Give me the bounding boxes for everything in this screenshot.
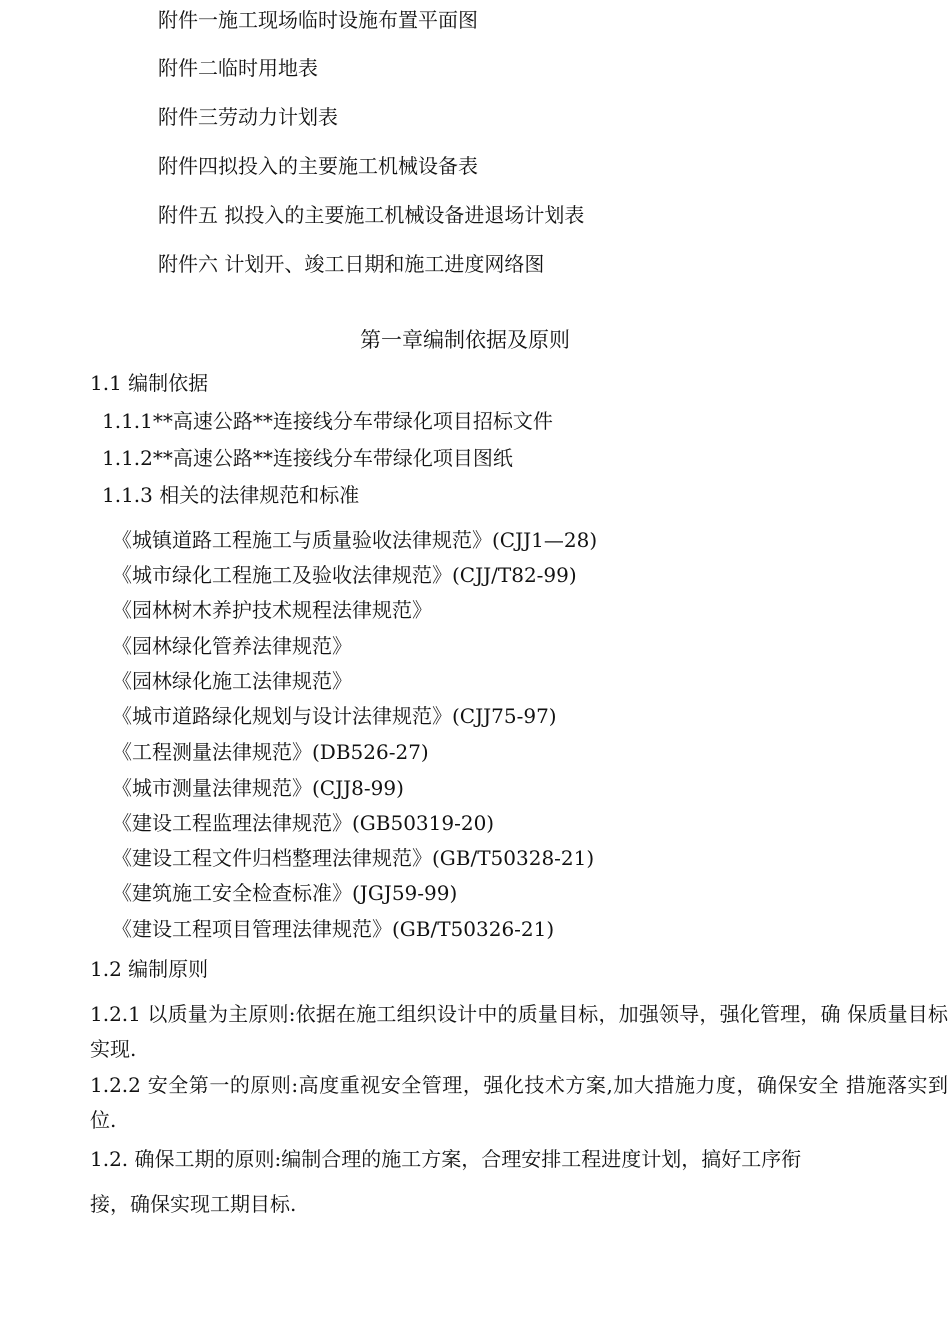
standard-item: 《建设工程项目管理法律规范》(GB/T50326-21): [112, 917, 555, 941]
annex-4: 附件四拟投入的主要施工机械设备表: [158, 154, 478, 178]
principle-paragraph-quality: 1.2.1 以质量为主原则:依据在施工组织设计中的质量目标，加强领导，强化管理，确 保质量目标实现.: [90, 1002, 948, 1061]
annex-6: 附件六 计划开、竣工日期和施工进度网络图: [158, 252, 545, 276]
principle-paragraph-safety: 1.2.2 安全第一的原则:高度重视安全管理，强化技术方案,加大措施力度，确保安全 措施落实到位.: [90, 1073, 948, 1132]
section-heading-1-2: 1.2 编制原则: [90, 957, 209, 981]
section-heading-1-1: 1.1 编制依据: [90, 371, 209, 395]
standard-item: 《城市测量法律规范》(CJJ8-99): [112, 776, 404, 800]
standard-item: 《建设工程文件归档整理法律规范》(GB/T50328-21): [112, 846, 595, 870]
annex-2: 附件二临时用地表: [158, 56, 318, 80]
chapter-title: 第一章编制依据及原则: [360, 328, 570, 352]
basis-item-1-1-2: 1.1.2**高速公路**连接线分车带绿化项目图纸: [102, 446, 513, 470]
standard-item: 《建筑施工安全检查标准》(JGJ59-99): [112, 881, 458, 905]
annex-5: 附件五 拟投入的主要施工机械设备进退场计划表: [158, 203, 585, 227]
standard-item: 《城市道路绿化规划与设计法律规范》(CJJ75-97): [112, 704, 557, 728]
basis-item-1-1-1: 1.1.1**高速公路**连接线分车带绿化项目招标文件: [102, 409, 553, 433]
standard-item: 《工程测量法律规范》(DB526-27): [112, 740, 429, 764]
standard-item: 《园林绿化管养法律规范》: [112, 634, 352, 658]
annex-1: 附件一施工现场临时设施布置平面图: [158, 8, 478, 32]
standard-item: 《建设工程监理法律规范》(GB50319-20): [112, 811, 495, 835]
standard-item: 《城市绿化工程施工及验收法律规范》(CJJ/T82-99): [112, 563, 577, 587]
standard-item: 《园林树木养护技术规程法律规范》: [112, 598, 432, 622]
annex-3: 附件三劳动力计划表: [158, 105, 338, 129]
principle-paragraph-schedule-continued: 接，确保实现工期目标.: [90, 1192, 297, 1216]
standard-item: 《园林绿化施工法律规范》: [112, 669, 352, 693]
standard-item: 《城镇道路工程施工与质量验收法律规范》(CJJ1—28): [112, 528, 598, 552]
basis-item-1-1-3: 1.1.3 相关的法律规范和标准: [102, 483, 360, 507]
principle-paragraph-schedule: 1.2. 确保工期的原则:编制合理的施工方案，合理安排工程进度计划，搞好工序衔: [90, 1147, 802, 1171]
